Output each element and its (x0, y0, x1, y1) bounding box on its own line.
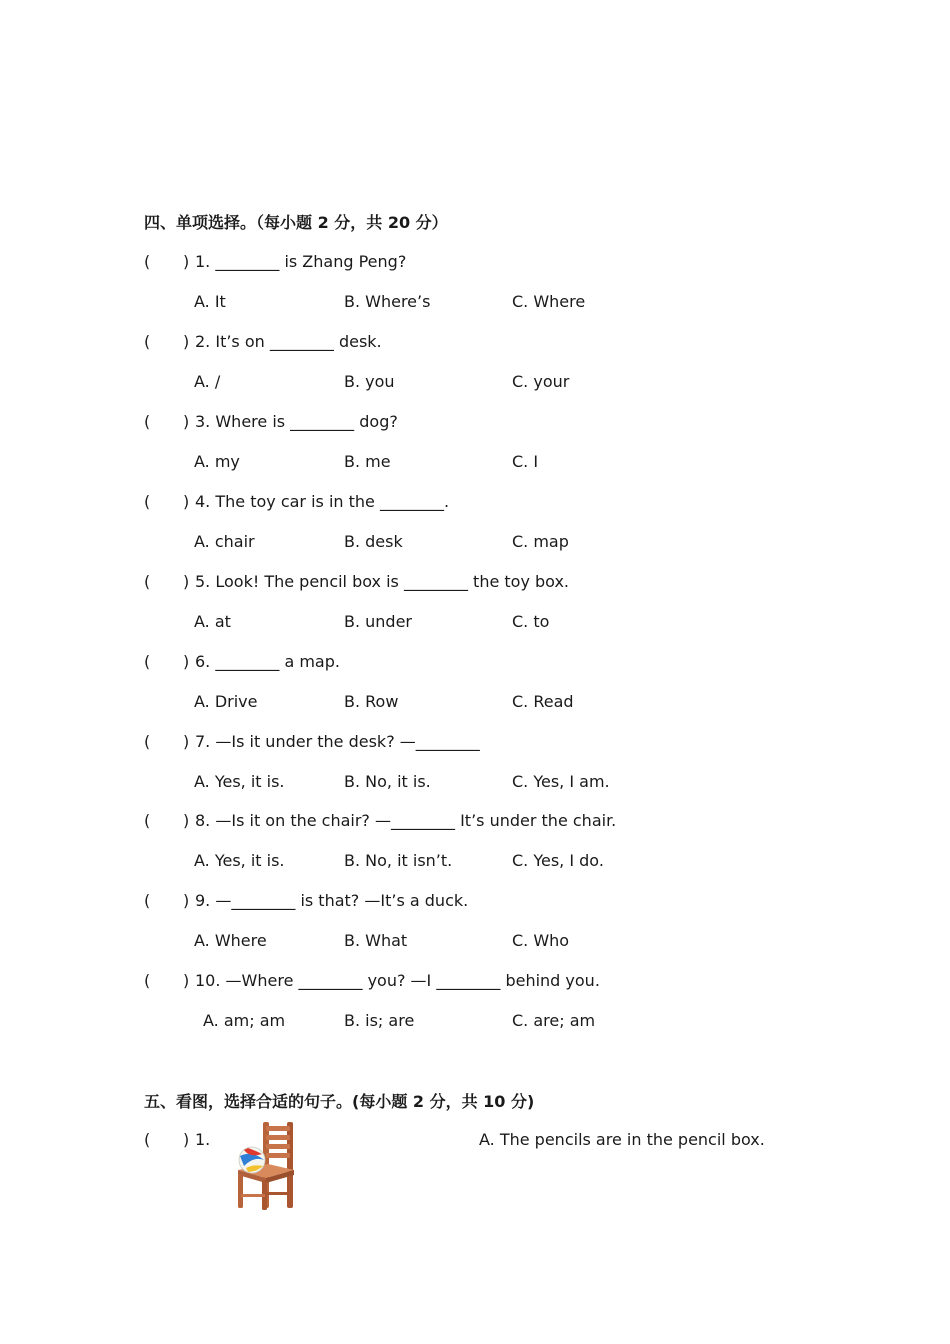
answer-paren-right: ) (183, 732, 190, 751)
answer-paren-left: ( (144, 891, 151, 910)
question-text: 4. The toy car is in the ________. (195, 492, 450, 511)
chair-leg (238, 1174, 243, 1208)
chair-slat (266, 1153, 290, 1158)
answer-paren-right: ) (183, 412, 190, 431)
option-c: C. Who (512, 931, 570, 950)
question-text: 10. —Where ________ you? —I ________ behind you. (195, 971, 600, 990)
option-b: B. No, it isn’t. (344, 851, 453, 870)
option-a: A. Yes, it is. (194, 851, 285, 870)
answer-paren-right: ) (183, 1130, 190, 1149)
option-c: C. Yes, I do. (512, 851, 604, 870)
option-a: A. Drive (194, 692, 258, 711)
answer-paren-left: ( (144, 332, 151, 351)
option-b: B. Row (344, 692, 399, 711)
option-a: A. / (194, 372, 221, 391)
question-text: 8. —Is it on the chair? —________ It’s under the chair. (195, 811, 617, 830)
option-b: B. under (344, 612, 413, 631)
question-text: 5. Look! The pencil box is ________ the toy box. (195, 572, 570, 591)
option-a: A. my (194, 452, 240, 471)
option-b: B. What (344, 931, 408, 950)
chair-rung (241, 1194, 265, 1197)
answer-paren-left: ( (144, 492, 151, 511)
answer-paren-left: ( (144, 652, 151, 671)
option-b: B. you (344, 372, 395, 391)
chair-slat (266, 1135, 290, 1140)
chair-slat (266, 1144, 290, 1149)
answer-paren-right: ) (183, 332, 190, 351)
chair-rung (266, 1192, 290, 1195)
answer-paren-right: ) (183, 492, 190, 511)
answer-paren-left: ( (144, 732, 151, 751)
option-c: C. are; am (512, 1011, 596, 1030)
picture-option-a: A. The pencils are in the pencil box. (479, 1130, 765, 1149)
option-b: B. Where’s (344, 292, 431, 311)
section-5-heading: 五、看图，选择合适的句子。(每小题 2 分，共 10 分) (144, 1092, 535, 1111)
option-b: B. No, it is. (344, 772, 431, 791)
question-text: 7. —Is it under the desk? —________ (195, 732, 480, 751)
option-a: A. Where (194, 931, 267, 950)
option-c: C. Yes, I am. (512, 772, 610, 791)
question-text: 2. It’s on ________ desk. (195, 332, 382, 351)
answer-paren-left: ( (144, 1130, 151, 1149)
option-b: B. me (344, 452, 391, 471)
answer-paren-left: ( (144, 811, 151, 830)
chair-back-post-right (287, 1122, 293, 1208)
answer-paren-right: ) (183, 252, 190, 271)
answer-paren-right: ) (183, 891, 190, 910)
answer-paren-left: ( (144, 572, 151, 591)
question-text: 9. —________ is that? —It’s a duck. (195, 891, 469, 910)
question-number: 1. (195, 1130, 211, 1149)
option-c: C. I (512, 452, 539, 471)
chair-with-ball-icon (232, 1120, 298, 1210)
chair-slat (266, 1126, 290, 1131)
option-a: A. Yes, it is. (194, 772, 285, 791)
section-4-heading: 四、单项选择。（每小题 2 分，共 20 分） (144, 213, 448, 232)
answer-paren-right: ) (183, 971, 190, 990)
answer-paren-right: ) (183, 652, 190, 671)
option-a: A. chair (194, 532, 255, 551)
answer-paren-right: ) (183, 572, 190, 591)
answer-paren-right: ) (183, 811, 190, 830)
option-c: C. your (512, 372, 570, 391)
option-b: B. desk (344, 532, 403, 551)
option-a: A. at (194, 612, 231, 631)
option-b: B. is; are (344, 1011, 415, 1030)
option-c: C. map (512, 532, 569, 551)
question-text: 6. ________ a map. (195, 652, 340, 671)
answer-paren-left: ( (144, 412, 151, 431)
option-a: A. am; am (203, 1011, 286, 1030)
answer-paren-left: ( (144, 971, 151, 990)
question-text: 3. Where is ________ dog? (195, 412, 398, 431)
option-c: C. Where (512, 292, 586, 311)
answer-paren-left: ( (144, 252, 151, 271)
option-c: C. to (512, 612, 550, 631)
option-c: C. Read (512, 692, 574, 711)
option-a: A. It (194, 292, 226, 311)
question-text: 1. ________ is Zhang Peng? (195, 252, 407, 271)
